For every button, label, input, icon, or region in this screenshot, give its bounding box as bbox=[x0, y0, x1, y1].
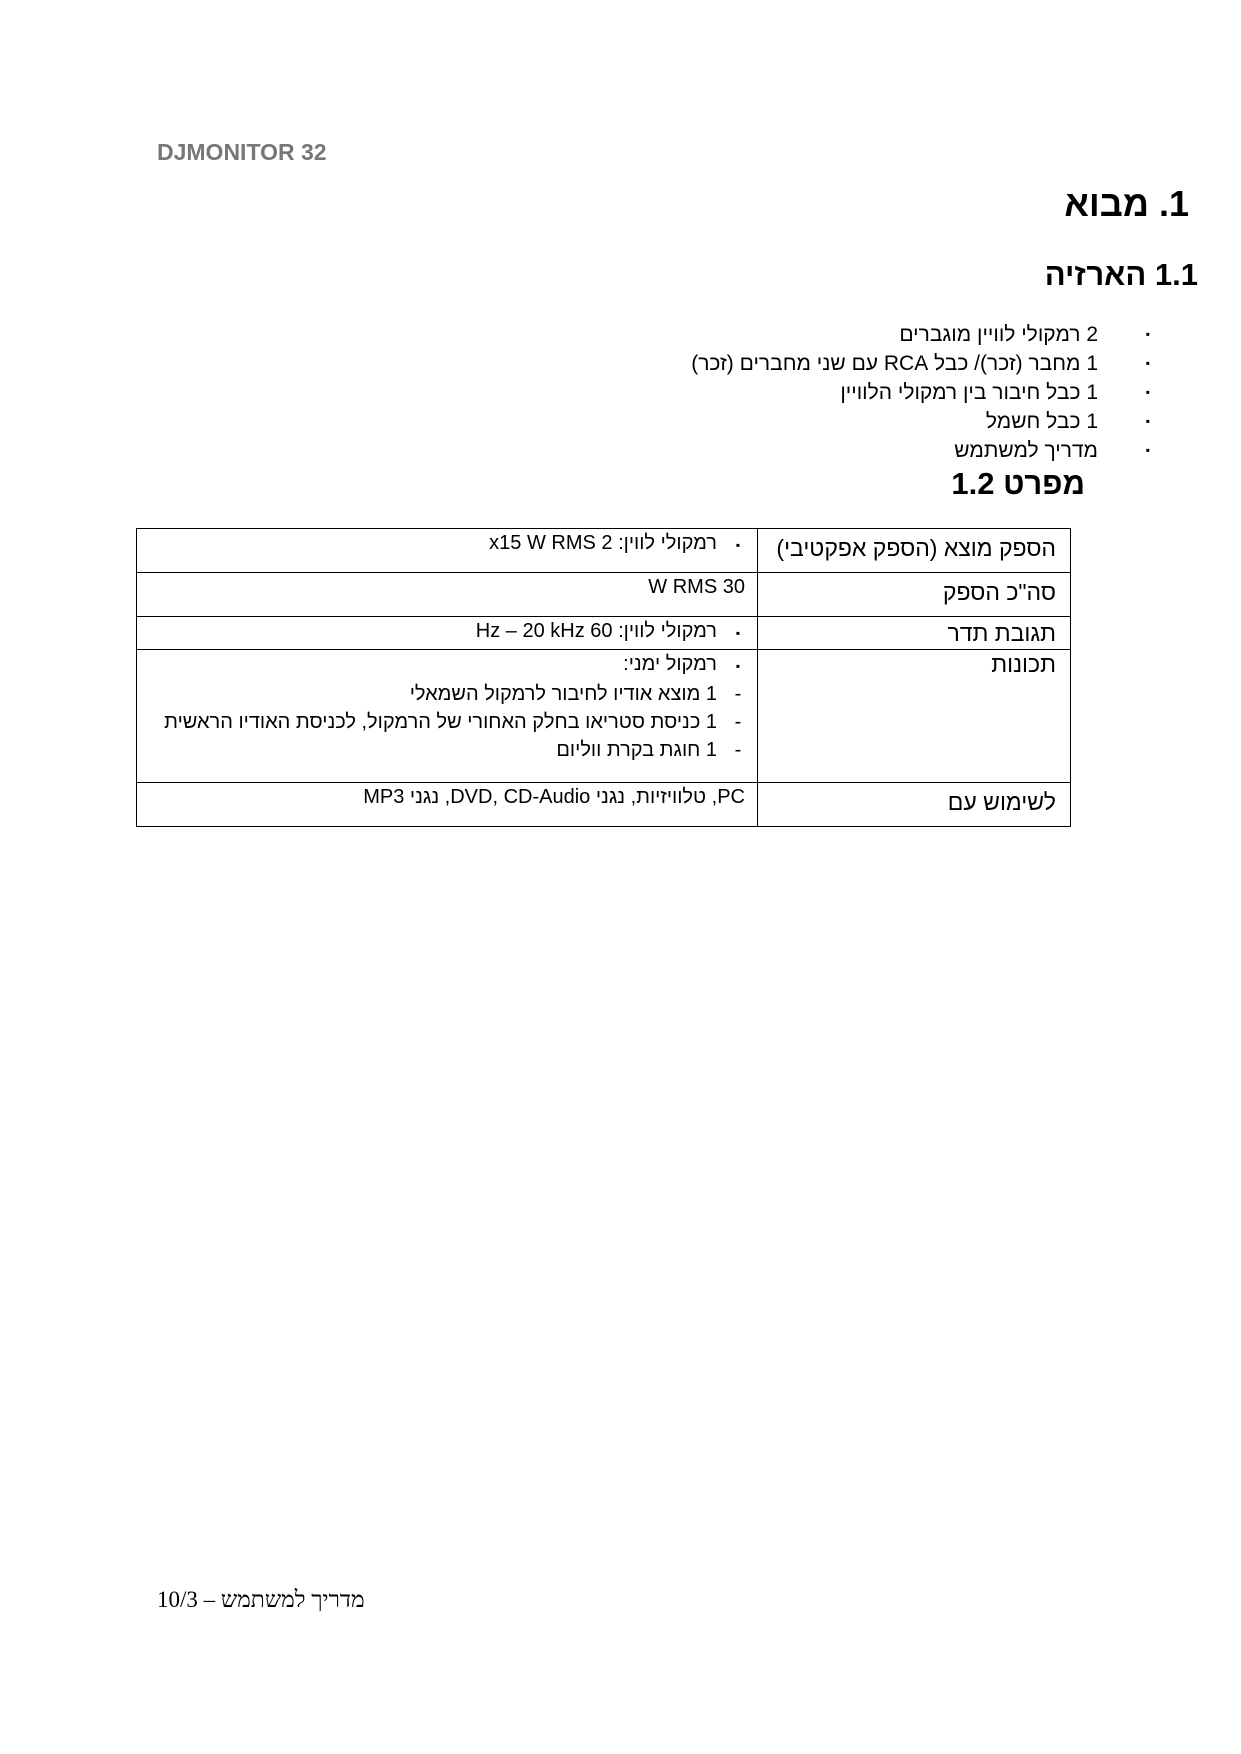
table-row bbox=[137, 650, 1071, 783]
list-item: ▪ מדריך למשתמש bbox=[398, 436, 1098, 465]
table-row bbox=[137, 617, 1071, 650]
section-title-packaging: 1.1 הארזיה bbox=[1044, 257, 1198, 292]
spec-label: תכונות bbox=[758, 650, 1071, 783]
spec-label: הספק מוצא (הספק אפקטיבי) bbox=[758, 529, 1071, 573]
dash-marker: - bbox=[734, 711, 742, 733]
spec-label: סה"כ הספק bbox=[758, 573, 1071, 617]
square-bullet-icon: ▪ bbox=[1145, 414, 1150, 428]
table-row bbox=[137, 783, 1071, 827]
section-title-specifications bbox=[921, 466, 1085, 502]
dash-marker: - bbox=[734, 683, 742, 705]
square-bullet-icon: ▪ bbox=[735, 626, 741, 640]
square-bullet-icon: ▪ bbox=[1145, 443, 1150, 457]
list-item: ▪ 1 כבל חיבור בין רמקולי הלוויין bbox=[398, 378, 1098, 407]
spec-value: PC, טלוויזיות, נגני DVD, CD-Audio, נגני MP3 bbox=[137, 783, 758, 827]
list-item: ▪ 1 מחבר (זכר)/ כבל RCA עם שני מחברים (זכר) bbox=[398, 349, 1098, 378]
spec-title: מפרט bbox=[1003, 466, 1085, 501]
dash-marker: - bbox=[734, 739, 742, 761]
spec-value: ▪ רמקולי לווין: 2 x15 W RMS bbox=[137, 529, 758, 573]
list-item: ▪ 2 רמקולי לוויין מוגברים bbox=[398, 320, 1098, 349]
square-bullet-icon: ▪ bbox=[1145, 327, 1150, 341]
package-contents-list bbox=[398, 320, 1150, 465]
page-footer: מדריך למשתמש – 10/3 bbox=[157, 1587, 365, 1612]
square-bullet-icon: ▪ bbox=[735, 659, 741, 673]
section-title-introduction: 1. מבוא bbox=[1064, 183, 1189, 224]
spec-value: ▪ רמקול ימני: - 1 מוצא אודיו לחיבור לרמקול השמאלי - 1 כניסת סטריאו בחלק האחורי של הרמקול, לכניסת האודיו הראשית - 1 חוגת בקרת ווליום bbox=[137, 650, 758, 783]
spec-label: לשימוש עם bbox=[758, 783, 1071, 827]
square-bullet-icon: ▪ bbox=[1145, 385, 1150, 399]
spec-value: ▪ רמקולי לווין: 60 Hz – 20 kHz bbox=[137, 617, 758, 650]
square-bullet-icon: ▪ bbox=[735, 538, 741, 552]
table-row bbox=[137, 529, 1071, 573]
model-header: DJMONITOR 32 bbox=[157, 139, 327, 165]
table-row bbox=[137, 573, 1071, 617]
spec-number: 1.2 bbox=[951, 466, 995, 501]
list-item: ▪ 1 כבל חשמל bbox=[398, 407, 1098, 436]
square-bullet-icon: ▪ bbox=[1145, 356, 1150, 370]
spec-value: 30 W RMS bbox=[137, 573, 758, 617]
spec-label: תגובת תדר bbox=[758, 617, 1071, 650]
specifications-table bbox=[136, 528, 1071, 827]
